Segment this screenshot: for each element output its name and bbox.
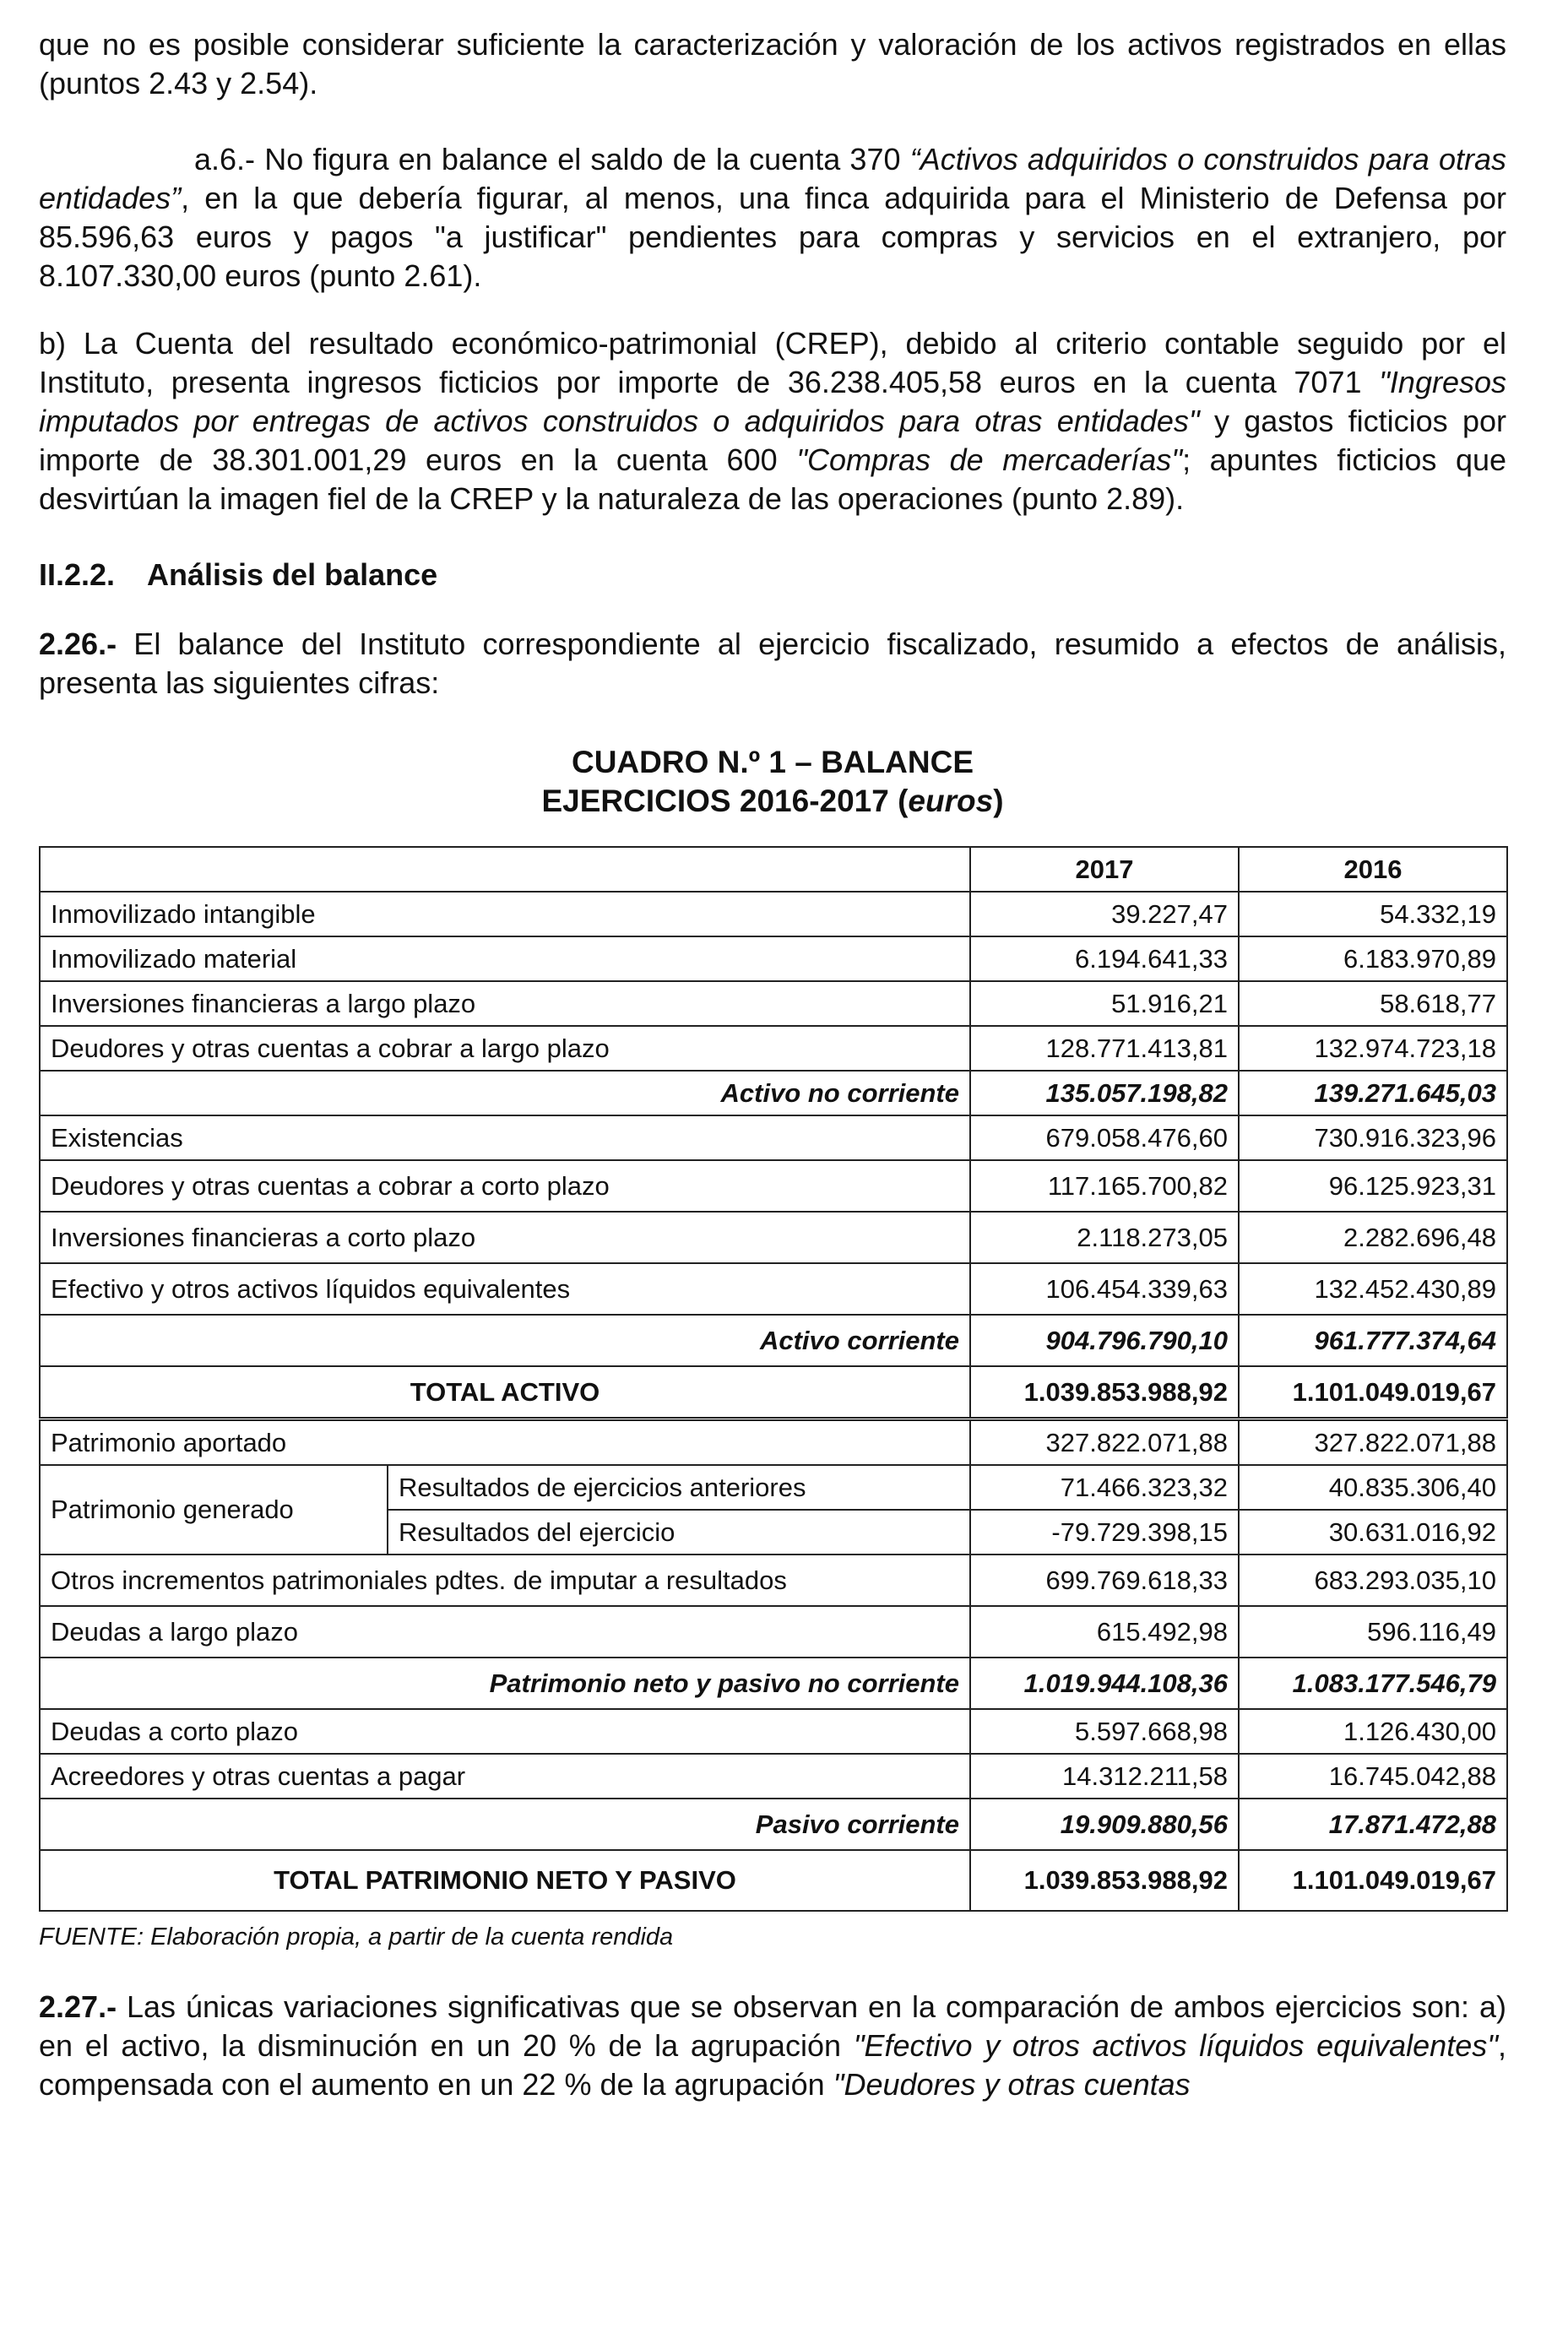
value-2016: 58.618,77 — [1239, 981, 1507, 1026]
table-row — [40, 1419, 1507, 1466]
b-text-2: y gastos ficticios por importe de 38.301.001,29 euros en la cuenta 600 — [39, 404, 1506, 477]
value-2017: 1.019.944.108,36 — [970, 1658, 1239, 1709]
paragraph-2-26-number: 2.26.- — [39, 627, 117, 661]
table-row — [40, 1709, 1507, 1754]
paragraph-b — [39, 324, 1506, 518]
b-italic-2: "Compras de mercaderías" — [796, 442, 1183, 477]
value-2016: 132.974.723,18 — [1239, 1026, 1507, 1071]
table-row — [40, 1026, 1507, 1071]
table-row — [40, 1555, 1507, 1606]
value-2016: 1.126.430,00 — [1239, 1709, 1507, 1754]
value-2016: 132.452.430,89 — [1239, 1263, 1507, 1315]
value-2016: 96.125.923,31 — [1239, 1160, 1507, 1212]
table-row — [40, 1160, 1507, 1212]
table-source-note: FUENTE: Elaboración propia, a partir de la cuenta rendida — [39, 1923, 674, 1951]
row-group-label: Patrimonio generado — [40, 1465, 388, 1555]
row-label: Resultados del ejercicio — [388, 1510, 970, 1555]
paragraph-a6 — [39, 140, 1506, 296]
value-2016: 16.745.042,88 — [1239, 1754, 1507, 1799]
document-page — [39, 25, 1506, 2104]
table-title — [39, 743, 1506, 821]
table-row — [40, 1115, 1507, 1160]
row-label: Inversiones financieras a largo plazo — [40, 981, 970, 1026]
paragraph-2-27-italic-1: "Efectivo y otros activos líquidos equivalentes" — [853, 2028, 1498, 2063]
row-label: Inmovilizado intangible — [40, 892, 970, 936]
col-header-2016: 2016 — [1239, 847, 1507, 892]
paragraph-2-26-text: El balance del Instituto correspondiente al ejercicio fiscalizado, resumido a efectos de análisis, presenta las siguientes cifras: — [39, 627, 1506, 700]
table-row — [40, 1465, 1507, 1510]
table-row — [40, 981, 1507, 1026]
value-2017: 6.194.641,33 — [970, 936, 1239, 981]
value-2017: 2.118.273,05 — [970, 1212, 1239, 1263]
row-label: Otros incrementos patrimoniales pdtes. de imputar a resultados — [40, 1555, 970, 1606]
table-row — [40, 1754, 1507, 1799]
value-2017: 679.058.476,60 — [970, 1115, 1239, 1160]
subtotal-row — [40, 1799, 1507, 1850]
row-label: Deudores y otras cuentas a cobrar a corto plazo — [40, 1160, 970, 1212]
paragraph-2-27-text-1: Las únicas variaciones significativas que se observan en la comparación de ambos ejercicios son: a) en el activo, la disminución en un 20 % de la agrupación — [39, 1989, 1506, 2063]
value-2017: -79.729.398,15 — [970, 1510, 1239, 1555]
table-title-line2: EJERCICIOS 2016-2017 (euros) — [541, 784, 1004, 818]
row-label: Inversiones financieras a corto plazo — [40, 1212, 970, 1263]
row-label: Pasivo corriente — [40, 1799, 970, 1850]
value-2016: 1.101.049.019,67 — [1239, 1850, 1507, 1911]
row-label: TOTAL PATRIMONIO NETO Y PASIVO — [40, 1850, 970, 1911]
value-2017: 1.039.853.988,92 — [970, 1850, 1239, 1911]
paragraph-intro: que no es posible considerar suficiente la caracterización y valoración de los activos registrados en ellas (puntos 2.43 y 2.54). — [39, 27, 1506, 100]
col-header-2017: 2017 — [970, 847, 1239, 892]
subtotal-row — [40, 1658, 1507, 1709]
row-label: Deudas a largo plazo — [40, 1606, 970, 1658]
paragraph-2-27 — [39, 1988, 1506, 2104]
value-2016: 730.916.323,96 — [1239, 1115, 1507, 1160]
table-row — [40, 1263, 1507, 1315]
value-2017: 1.039.853.988,92 — [970, 1366, 1239, 1419]
value-2016: 2.282.696,48 — [1239, 1212, 1507, 1263]
section-number: II.2.2. — [39, 557, 116, 592]
value-2016: 1.083.177.546,79 — [1239, 1658, 1507, 1709]
value-2016: 1.101.049.019,67 — [1239, 1366, 1507, 1419]
paragraph-2-27-italic-2: "Deudores y otras cuentas — [833, 2067, 1191, 2102]
subtotal-row — [40, 1315, 1507, 1366]
row-label: Resultados de ejercicios anteriores — [388, 1465, 970, 1510]
value-2017: 39.227,47 — [970, 892, 1239, 936]
a6-text-start: a.6.- No figura en balance el saldo de la cuenta 370 — [194, 142, 910, 176]
row-label: Existencias — [40, 1115, 970, 1160]
row-label: Patrimonio neto y pasivo no corriente — [40, 1658, 970, 1709]
value-2016: 961.777.374,64 — [1239, 1315, 1507, 1366]
value-2016: 30.631.016,92 — [1239, 1510, 1507, 1555]
paragraph-2-27-text-2: , compensada con el aumento en un 22 % de la agrupación — [39, 2028, 1507, 2102]
table-row — [40, 892, 1507, 936]
total-row — [40, 1850, 1507, 1911]
value-2017: 135.057.198,82 — [970, 1071, 1239, 1115]
table-row — [40, 936, 1507, 981]
b-italic-1: "Ingresos imputados por entregas de activos construidos o adquiridos para otras entidades" — [39, 365, 1506, 438]
row-label: Activo no corriente — [40, 1071, 970, 1115]
row-label: TOTAL ACTIVO — [40, 1366, 970, 1419]
table-row — [40, 1212, 1507, 1263]
table-header-row — [40, 847, 1507, 892]
value-2016: 596.116,49 — [1239, 1606, 1507, 1658]
section-title: Análisis del balance — [147, 557, 438, 592]
value-2017: 71.466.323,32 — [970, 1465, 1239, 1510]
row-label: Inmovilizado material — [40, 936, 970, 981]
value-2017: 51.916,21 — [970, 981, 1239, 1026]
total-row — [40, 1366, 1507, 1419]
value-2017: 19.909.880,56 — [970, 1799, 1239, 1850]
value-2017: 615.492,98 — [970, 1606, 1239, 1658]
section-heading — [39, 556, 1506, 594]
b-text-1: b) La Cuenta del resultado económico-patrimonial (CREP), debido al criterio contable seguido por el Instituto, presenta ingresos ficticios por importe de 36.238.405,58 euros en la cuenta 7071 — [39, 326, 1506, 399]
row-label: Activo corriente — [40, 1315, 970, 1366]
value-2016: 17.871.472,88 — [1239, 1799, 1507, 1850]
value-2016: 40.835.306,40 — [1239, 1465, 1507, 1510]
row-label: Acreedores y otras cuentas a pagar — [40, 1754, 970, 1799]
paragraph-2-26 — [39, 625, 1506, 703]
row-label: Deudas a corto plazo — [40, 1709, 970, 1754]
value-2017: 106.454.339,63 — [970, 1263, 1239, 1315]
table-row — [40, 1606, 1507, 1658]
value-2017: 327.822.071,88 — [970, 1419, 1239, 1466]
value-2016: 6.183.970,89 — [1239, 936, 1507, 981]
value-2016: 327.822.071,88 — [1239, 1419, 1507, 1466]
paragraph-2-27-number: 2.27.- — [39, 1989, 117, 2024]
value-2017: 117.165.700,82 — [970, 1160, 1239, 1212]
value-2017: 5.597.668,98 — [970, 1709, 1239, 1754]
value-2016: 139.271.645,03 — [1239, 1071, 1507, 1115]
value-2017: 14.312.211,58 — [970, 1754, 1239, 1799]
row-label: Deudores y otras cuentas a cobrar a largo plazo — [40, 1026, 970, 1071]
b-text-3: ; apuntes ficticios que desvirtúan la imagen fiel de la CREP y la naturaleza de las operaciones (punto 2.89). — [39, 442, 1507, 516]
value-2017: 128.771.413,81 — [970, 1026, 1239, 1071]
value-2017: 699.769.618,33 — [970, 1555, 1239, 1606]
row-label: Patrimonio aportado — [40, 1419, 970, 1466]
value-2017: 904.796.790,10 — [970, 1315, 1239, 1366]
row-label: Efectivo y otros activos líquidos equivalentes — [40, 1263, 970, 1315]
value-2016: 683.293.035,10 — [1239, 1555, 1507, 1606]
a6-account-name: “Activos adquiridos o construidos para otras entidades” — [39, 142, 1506, 215]
subtotal-row — [40, 1071, 1507, 1115]
balance-table — [39, 846, 1508, 1912]
a6-text-end: , en la que debería figurar, al menos, una finca adquirida para el Ministerio de Defensa por 85.596,63 euros y pagos "a justificar" pendientes para compras y servicios en el extranjero, por 8.107.330,00 euros (punto 2.61). — [39, 181, 1506, 293]
value-2016: 54.332,19 — [1239, 892, 1507, 936]
table-title-line1: CUADRO N.º 1 – BALANCE — [571, 745, 974, 779]
